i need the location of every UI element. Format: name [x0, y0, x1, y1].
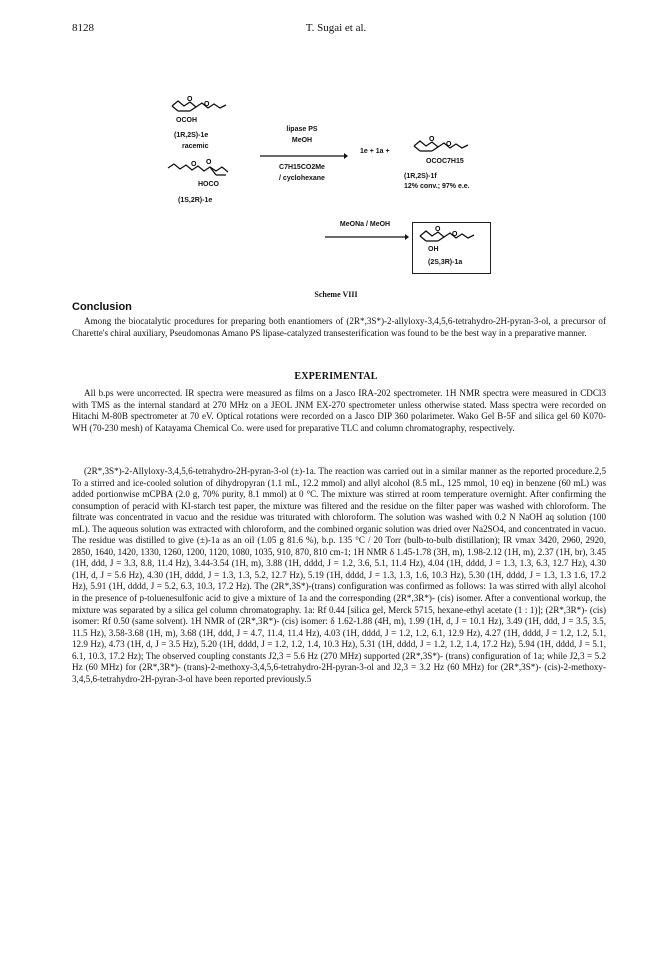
svg-text:O: O: [435, 226, 441, 233]
page-number: 8128: [72, 22, 94, 34]
label-2S3R-1a: (2S,3R)-1a: [428, 259, 463, 266]
structure-1R2S-1f: [412, 136, 476, 158]
label-conversion-ee: 12% conv.; 97% e.e.: [404, 183, 470, 190]
svg-text:O: O: [446, 141, 452, 148]
reagent-c7-ester: C7H15CO2Me: [279, 164, 325, 171]
products-text: 1e + 1a +: [360, 148, 390, 155]
running-header: [72, 22, 600, 38]
svg-text:O: O: [206, 159, 212, 166]
reagent-lipase: lipase PS: [286, 126, 318, 133]
label-1R2S-1e: (1R,2S)-1e: [174, 132, 209, 139]
conclusion-heading: Conclusion: [72, 301, 132, 313]
svg-text:O: O: [452, 231, 458, 238]
reagent-meoh: MeOH: [291, 137, 313, 144]
scheme-caption: Scheme VIII: [314, 290, 358, 299]
label-racemic: racemic: [182, 143, 209, 150]
reagent-meona: MeONa / MeOH: [339, 221, 391, 228]
label-1S2R-1e: (1S,2R)-1e: [178, 197, 213, 204]
running-authors: T. Sugai et al.: [305, 22, 367, 34]
reaction-arrow-2: [325, 233, 409, 241]
group-oh: OH: [428, 246, 439, 253]
structure-1S2R-1e: [166, 160, 230, 182]
group-hoco: HOCO: [198, 181, 219, 188]
svg-text:O: O: [204, 101, 210, 108]
structure-1R2S-1e: [170, 96, 230, 118]
reaction-arrow-1: [260, 152, 348, 160]
svg-text:O: O: [429, 136, 435, 143]
reagent-cyclohexane: / cyclohexane: [279, 175, 325, 182]
svg-text:O: O: [187, 96, 193, 103]
group-ococ7h15: OCOC7H15: [426, 158, 464, 165]
conclusion-paragraph: Among the biocatalytic procedures for preparing both enantiomers of (2R*,3S*)-2-allyloxy-3,4,5,6-tetrahydro-2H-pyran-3-ol, a precursor of Charette's chiral auxiliary, Pseudomonas Amano PS lipase-catalyzed transesterification was found to be the best way in a preparative manner.: [72, 316, 606, 338]
experimental-paragraph-2: (2R*,3S*)-2-Allyloxy-3,4,5,6-tetrahydro-2H-pyran-3-ol (±)-1a. The reaction was carried out in a similar manner as the reported procedure.2,5 To a stirred and ice-cooled solution of dihydropyran (1.1 mL, 12.2 mmol) and allyl alcohol (8.5 mL, 125 mmol, 10 eq) in benzene (60 mL) was added portionwise mCPBA (2.0 g, 70% purity, 8.1 mmol) at 0 °C. The mixture was stirred at room temperature overnight. After confirming the consumption of peracid with KI-starch test paper, the mixture was filtered and the residue on the filter paper was washed with chloroform. The filtrate was concentrated in vacuo and the residue was triturated with chloroform. The solution was washed with 0.2 N NaOH aq solution (100 mL). The aqueous solution was extracted with chloroform, and the combined organic solution was dried over Na2SO4, and concentrated in vacuo. The residue was distilled to give (±)-1a as an oil (1.05 g 81.6 %), b.p. 135 °C / 20 Torr (bulb-to-bulb distillation); IR vmax 3420, 2960, 2920, 2850, 1640, 1420, 1330, 1260, 1200, 1120, 1080, 1035, 910, 870, 810 cm-1; 1H NMR δ 1.45-1.78 (3H, m), 1.98-2.12 (1H, m), 2.37 (1H, br), 3.45 (1H, ddd, J = 3.3, 8.8, 11.4 Hz), 3.44-3.54 (1H, m), 3.88 (1H, dddd, J = 1.2, 3.6, 5.1, 11.4 Hz), 4.04 (1H, dddd, J = 1.3, 1.3, 6.3, 12.7 Hz), 4.30 (1H, d, J = 5.6 Hz), 4.30 (1H, dddd, J = 1.3, 1.3, 5.2, 12.7 Hz), 5.19 (1H, dddd, J = 1.3, 1.3, 1.6, 10.3 Hz), 5.30 (1H, dddd, J = 1.3, 1.3 1.6, 17.2 Hz), 5.91 (1H, dddd, J = 5.2, 6.3, 10.3, 17.2 Hz). The (2R*,3S*)-(trans) configuration was confirmed as follows: 1a was stirred with allyl alcohol in the presence of p-toluenesulfonic acid to give a mixture of 1a and the corresponding (2R*,3R*)- (cis) isomer. After a conventional workup, the mixture was separated by a silica gel column chromatography. 1a: Rf 0.44 [silica gel, Merck 5715, hexane-ethyl acetate (1 : 1)]; (2R*,3R*)- (cis) isomer: Rf 0.50 (same solvent). 1H NMR of (2R*,3R*)- (cis) isomer: δ 1.62-1.88 (4H, m), 1.99 (1H, d, J = 10.1 Hz), 3.49 (1H, ddd, J = 3.5, 3.5, 11.5 Hz), 3.58-3.68 (1H, m), 3.68 (1H, ddd, J = 4.7, 11.4, 11.4 Hz), 4.03 (1H, dddd, J = 1.2, 1.2, 6.1, 12.9 Hz), 4.27 (1H, dddd, J = 1.2, 1.2, 5.1, 12.9 Hz), 4.73 (1H, d, J = 3.5 Hz), 5.20 (1H, dddd, J = 1.2, 1.2, 1.4, 10.3 Hz), 5.31 (1H, dddd, J = 1.2, 1.2, 1.4, 17.2 Hz), 5.94 (1H, dddd, J = 5.1, 6.1, 10.3, 17.2 Hz); The observed coupling constants J2,3 = 5.6 Hz (270 MHz) supported (2R*,3S*)- (trans) configuration of 1a; while J2,3 = 5.2 Hz (60 MHz) for (2R*,3R*)- (trans)-2-methoxy-3,4,5,6-tetrahydro-2H-pyran-3-ol and J2,3 = 3.2 Hz (60 MHz) for (2R*,3S*)- (cis)-2-methoxy-3,4,5,6-tetrahydro-2H-pyran-3-ol have been reported previously.5: [72, 466, 606, 684]
experimental-heading: EXPERIMENTAL: [294, 371, 378, 382]
label-1R2S-1f: (1R,2S)-1f: [404, 173, 437, 180]
svg-text:O: O: [191, 161, 197, 168]
group-ocoh: OCOH: [176, 117, 197, 124]
experimental-paragraph-1: All b.ps were uncorrected. IR spectra were measured as films on a Jasco IRA-202 spectrometer. 1H NMR spectra were measured in CDCl3 with TMS as the internal standard at 270 MHz on a JEOL JNM EX-270 spectrometer unless otherwise stated. Mass spectra were recorded on Hitachi M-80B spectrometer at 70 eV. Optical rotations were recorded on a Jasco DIP 360 polarimeter. Wako Gel B-5F and silica gel 60 K070-WH (70-230 mesh) of Katayama Chemical Co. were used for preparative TLC and column chromatography, respectively.: [72, 388, 606, 433]
structure-2S3R-1a: [418, 226, 482, 246]
